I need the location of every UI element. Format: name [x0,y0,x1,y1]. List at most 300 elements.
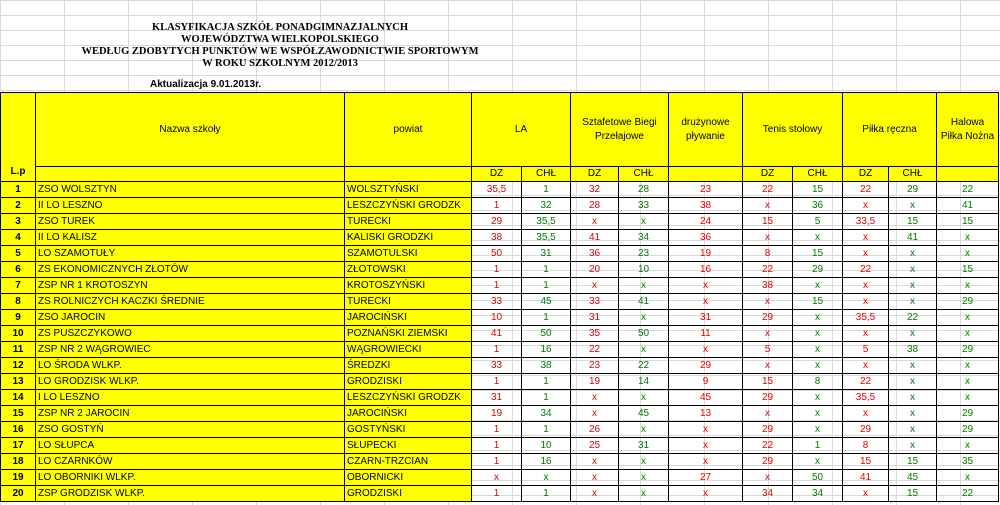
cell-hand-chl[interactable]: 15 [889,486,937,502]
cell-la-dz[interactable]: 1 [472,438,522,454]
cell-relay-chl[interactable]: x [619,470,669,486]
cell-lp[interactable]: 5 [1,246,36,262]
cell-hand-dz[interactable]: 29 [843,422,889,438]
cell-relay-dz[interactable]: x [571,454,619,470]
cell-relay-chl[interactable]: x [619,278,669,294]
table-row [1,198,999,214]
subheader-tt-dz[interactable]: DZ [743,167,793,182]
cell-swim[interactable]: 45 [669,390,743,406]
cell-school-name[interactable]: II LO LESZNO [36,198,345,214]
title-line-2: WOJEWÓDZTWA WIELKOPOLSKIEGO [181,34,379,45]
cell-county[interactable]: TURECKI [345,294,472,310]
cell-futsal[interactable]: x [937,246,999,262]
cell-swim[interactable]: 24 [669,214,743,230]
cell-relay-dz[interactable]: 20 [571,262,619,278]
cell-school-name[interactable]: ZS EKONOMICZNYCH ZŁOTÓW [36,262,345,278]
cell-school-name[interactable]: ZSP NR 2 WĄGROWIEC [36,342,345,358]
cell-lp[interactable]: 13 [1,374,36,390]
cell-hand-dz[interactable]: x [843,406,889,422]
cell-hand-dz[interactable]: 22 [843,182,889,198]
cell-swim[interactable]: 29 [669,358,743,374]
header-handball[interactable]: Piłka ręczna [843,93,937,167]
cell-futsal[interactable]: x [937,310,999,326]
cell-tt-dz[interactable]: 22 [743,438,793,454]
cell-tt-chl[interactable]: x [793,406,843,422]
cell-swim[interactable]: x [669,422,743,438]
cell-relay-chl[interactable]: 45 [619,406,669,422]
cell-county[interactable]: CZARN-TRZCIAN [345,454,472,470]
cell-la-dz[interactable]: 1 [472,374,522,390]
cell-hand-dz[interactable]: 35,5 [843,310,889,326]
cell-tt-chl[interactable]: x [793,326,843,342]
cell-relay-dz[interactable]: 25 [571,438,619,454]
cell-school-name[interactable]: LO ŚRODA WLKP. [36,358,345,374]
cell-school-name[interactable]: ZSO TUREK [36,214,345,230]
cell-relay-chl[interactable]: x [619,486,669,502]
cell-swim[interactable]: 16 [669,262,743,278]
cell-futsal[interactable]: 22 [937,486,999,502]
cell-relay-chl[interactable]: 23 [619,246,669,262]
cell-swim[interactable]: 23 [669,182,743,198]
cell-hand-dz[interactable]: x [843,294,889,310]
subheader-la-chl[interactable]: CHŁ [522,167,571,182]
cell-county[interactable]: GOSTYŃSKI [345,422,472,438]
cell-futsal[interactable]: x [937,326,999,342]
cell-relay-dz[interactable]: x [571,470,619,486]
cell-relay-chl[interactable]: 22 [619,358,669,374]
cell-swim[interactable]: x [669,294,743,310]
cell-tt-dz[interactable]: 15 [743,214,793,230]
cell-relay-chl[interactable]: 14 [619,374,669,390]
cell-tt-dz[interactable]: x [743,470,793,486]
cell-school-name[interactable]: LO GRODZISK WLKP. [36,374,345,390]
cell-la-dz[interactable]: 29 [472,214,522,230]
cell-hand-chl[interactable]: 29 [889,182,937,198]
subheader-la-dz[interactable]: DZ [472,167,522,182]
cell-hand-chl[interactable]: 22 [889,310,937,326]
cell-lp[interactable]: 14 [1,390,36,406]
cell-relay-chl[interactable]: x [619,214,669,230]
cell-la-dz[interactable]: 35,5 [472,182,522,198]
cell-hand-dz[interactable]: 5 [843,342,889,358]
cell-tt-chl[interactable]: 34 [793,486,843,502]
cell-lp[interactable]: 8 [1,294,36,310]
cell-futsal[interactable]: 22 [937,182,999,198]
cell-la-chl[interactable]: 34 [522,406,571,422]
header-row [1,93,999,167]
cell-futsal[interactable]: 29 [937,422,999,438]
cell-lp[interactable]: 4 [1,230,36,246]
cell-tt-chl[interactable]: 36 [793,198,843,214]
cell-la-chl[interactable]: 1 [522,310,571,326]
cell-school-name[interactable]: ZSP GRODZISK WLKP. [36,486,345,502]
subheader-empty-swim[interactable] [669,167,743,182]
cell-tt-chl[interactable]: 8 [793,374,843,390]
cell-lp[interactable]: 9 [1,310,36,326]
cell-relay-dz[interactable]: 33 [571,294,619,310]
cell-relay-chl[interactable]: 33 [619,198,669,214]
cell-futsal[interactable]: x [937,278,999,294]
cell-tt-chl[interactable]: x [793,310,843,326]
cell-la-dz[interactable]: 31 [472,390,522,406]
subheader-row [1,167,999,182]
cell-relay-chl[interactable]: x [619,422,669,438]
cell-futsal[interactable]: 15 [937,214,999,230]
cell-tt-chl[interactable]: x [793,342,843,358]
table-row [1,326,999,342]
cell-tt-dz[interactable]: 38 [743,278,793,294]
cell-swim[interactable]: 13 [669,406,743,422]
cell-hand-dz[interactable]: x [843,246,889,262]
table-row [1,454,999,470]
cell-school-name[interactable]: ZSO GOSTYŃ [36,422,345,438]
cell-school-name[interactable]: ZS PUSZCZYKOWO [36,326,345,342]
cell-hand-chl[interactable]: x [889,438,937,454]
cell-relay-chl[interactable]: x [619,390,669,406]
cell-relay-dz[interactable]: 31 [571,310,619,326]
cell-futsal[interactable]: 29 [937,406,999,422]
cell-county[interactable]: WOLSZTYŃSKI [345,182,472,198]
table-row [1,294,999,310]
table-row [1,486,999,502]
cell-tt-dz[interactable]: x [743,230,793,246]
cell-relay-dz[interactable]: 22 [571,342,619,358]
cell-relay-chl[interactable]: 31 [619,438,669,454]
cell-relay-chl[interactable]: x [619,310,669,326]
cell-swim[interactable]: x [669,438,743,454]
cell-tt-dz[interactable]: 29 [743,422,793,438]
cell-swim[interactable]: 27 [669,470,743,486]
cell-relay-dz[interactable]: 19 [571,374,619,390]
cell-county[interactable]: WĄGROWIECKI [345,342,472,358]
table-row [1,374,999,390]
cell-la-chl[interactable]: 35,5 [522,214,571,230]
cell-relay-dz[interactable]: 36 [571,246,619,262]
cell-futsal[interactable]: 15 [937,262,999,278]
cell-swim[interactable]: x [669,486,743,502]
cell-la-chl[interactable]: 1 [522,486,571,502]
cell-school-name[interactable]: LO OBORNIKI WLKP. [36,470,345,486]
cell-tt-dz[interactable]: 29 [743,310,793,326]
cell-relay-chl[interactable]: 50 [619,326,669,342]
cell-futsal[interactable]: x [937,470,999,486]
header-futsal[interactable]: Halowa Piłka Nożna [937,93,999,167]
cell-hand-chl[interactable]: x [889,278,937,294]
cell-county[interactable]: GRODZISKI [345,374,472,390]
cell-tt-chl[interactable]: 15 [793,246,843,262]
cell-lp[interactable]: 2 [1,198,36,214]
cell-county[interactable]: OBORNICKI [345,470,472,486]
cell-hand-dz[interactable]: 22 [843,374,889,390]
cell-la-chl[interactable]: 45 [522,294,571,310]
table-row [1,422,999,438]
cell-lp[interactable]: 12 [1,358,36,374]
cell-school-name[interactable]: ZSP NR 2 JAROCIN [36,406,345,422]
cell-school-name[interactable]: ZSP NR 1 KROTOSZYN [36,278,345,294]
cell-county[interactable]: JAROCIŃSKI [345,310,472,326]
cell-la-chl[interactable]: 32 [522,198,571,214]
cell-relay-dz[interactable]: x [571,406,619,422]
cell-county[interactable]: SZAMOTULSKI [345,246,472,262]
cell-hand-chl[interactable]: x [889,294,937,310]
title-line-4: W ROKU SZKOLNYM 2012/2013 [202,58,358,69]
cell-county[interactable]: POZNAŃSKI ZIEMSKI [345,326,472,342]
cell-lp[interactable]: 15 [1,406,36,422]
cell-relay-chl[interactable]: x [619,342,669,358]
cell-la-dz[interactable]: x [472,470,522,486]
cell-la-dz[interactable]: 38 [472,230,522,246]
cell-hand-chl[interactable]: 15 [889,214,937,230]
cell-hand-chl[interactable]: x [889,374,937,390]
cell-hand-dz[interactable]: x [843,198,889,214]
subheader-relay-chl[interactable]: CHŁ [619,167,669,182]
cell-lp[interactable]: 11 [1,342,36,358]
cell-swim[interactable]: 9 [669,374,743,390]
cell-hand-chl[interactable]: x [889,326,937,342]
cell-lp[interactable]: 10 [1,326,36,342]
cell-la-chl[interactable]: 1 [522,262,571,278]
cell-la-chl[interactable]: 1 [522,278,571,294]
cell-relay-dz[interactable]: x [571,214,619,230]
ranking-table [0,92,999,502]
cell-la-dz[interactable]: 50 [472,246,522,262]
cell-hand-chl[interactable]: 41 [889,230,937,246]
cell-swim[interactable]: 31 [669,310,743,326]
cell-hand-dz[interactable]: x [843,358,889,374]
cell-futsal[interactable]: x [937,390,999,406]
cell-hand-chl[interactable]: x [889,246,937,262]
table-row [1,182,999,198]
cell-hand-dz[interactable]: 41 [843,470,889,486]
cell-hand-dz[interactable]: x [843,230,889,246]
table-row [1,246,999,262]
header-la[interactable]: LA [472,93,571,167]
cell-swim[interactable]: x [669,278,743,294]
cell-la-dz[interactable]: 1 [472,486,522,502]
cell-hand-dz[interactable]: 8 [843,438,889,454]
cell-hand-dz[interactable]: 33,5 [843,214,889,230]
cell-tt-dz[interactable]: x [743,406,793,422]
header-swim[interactable]: drużynowe pływanie [669,93,743,167]
cell-relay-dz[interactable]: 32 [571,182,619,198]
cell-tt-dz[interactable]: 29 [743,390,793,406]
cell-county[interactable]: SŁUPECKI [345,438,472,454]
cell-la-dz[interactable]: 1 [472,278,522,294]
cell-la-dz[interactable]: 33 [472,294,522,310]
cell-futsal[interactable]: x [937,438,999,454]
cell-futsal[interactable]: 29 [937,342,999,358]
cell-futsal[interactable]: x [937,358,999,374]
cell-la-dz[interactable]: 1 [472,262,522,278]
cell-tt-dz[interactable]: 34 [743,486,793,502]
subheader-empty-name[interactable] [36,167,345,182]
subheader-hand-chl[interactable]: CHŁ [889,167,937,182]
cell-hand-dz[interactable]: 15 [843,454,889,470]
subheader-relay-dz[interactable]: DZ [571,167,619,182]
cell-la-dz[interactable]: 1 [472,454,522,470]
cell-la-dz[interactable]: 1 [472,422,522,438]
cell-school-name[interactable]: ZSO JAROCIN [36,310,345,326]
cell-swim[interactable]: 11 [669,326,743,342]
table-row [1,470,999,486]
cell-relay-chl[interactable]: 41 [619,294,669,310]
cell-lp[interactable]: 20 [1,486,36,502]
cell-la-chl[interactable]: x [522,470,571,486]
cell-la-chl[interactable]: 35,5 [522,230,571,246]
cell-hand-dz[interactable]: x [843,326,889,342]
cell-la-chl[interactable]: 16 [522,454,571,470]
cell-lp[interactable]: 16 [1,422,36,438]
cell-tt-chl[interactable]: 1 [793,438,843,454]
cell-la-chl[interactable]: 50 [522,326,571,342]
cell-la-chl[interactable]: 38 [522,358,571,374]
cell-hand-chl[interactable]: x [889,422,937,438]
cell-hand-chl[interactable]: x [889,262,937,278]
cell-tt-chl[interactable]: x [793,358,843,374]
header-relay[interactable]: Sztafetowe Biegi Przełajowe [571,93,669,167]
cell-lp[interactable]: 3 [1,214,36,230]
cell-swim[interactable]: 19 [669,246,743,262]
cell-school-name[interactable]: ZSO WOLSZTYN [36,182,345,198]
cell-county[interactable]: GRODZISKI [345,486,472,502]
cell-relay-dz[interactable]: x [571,390,619,406]
cell-school-name[interactable]: LO SŁUPCA [36,438,345,454]
cell-tt-dz[interactable]: 5 [743,342,793,358]
cell-la-dz[interactable]: 1 [472,342,522,358]
cell-lp[interactable]: 6 [1,262,36,278]
cell-tt-chl[interactable]: x [793,230,843,246]
cell-tt-chl[interactable]: x [793,278,843,294]
cell-hand-chl[interactable]: 15 [889,454,937,470]
cell-hand-chl[interactable]: x [889,358,937,374]
cell-county[interactable]: TURECKI [345,214,472,230]
cell-hand-dz[interactable]: x [843,486,889,502]
cell-swim[interactable]: 36 [669,230,743,246]
cell-school-name[interactable]: I LO LESZNO [36,390,345,406]
cell-hand-chl[interactable]: 45 [889,470,937,486]
title-line-1: KLASYFIKACJA SZKÓŁ PONADGIMNAZJALNYCH [151,22,409,33]
cell-tt-chl[interactable]: 29 [793,262,843,278]
cell-lp[interactable]: 19 [1,470,36,486]
cell-hand-dz[interactable]: x [843,278,889,294]
cell-la-chl[interactable]: 31 [522,246,571,262]
cell-la-chl[interactable]: 1 [522,422,571,438]
cell-tt-dz[interactable]: x [743,198,793,214]
cell-la-chl[interactable]: 10 [522,438,571,454]
cell-la-chl[interactable]: 1 [522,182,571,198]
subheader-tt-chl[interactable]: CHŁ [793,167,843,182]
cell-tt-chl[interactable]: 5 [793,214,843,230]
cell-relay-chl[interactable]: 28 [619,182,669,198]
cell-tt-chl[interactable]: 50 [793,470,843,486]
cell-la-dz[interactable]: 33 [472,358,522,374]
cell-lp[interactable]: 17 [1,438,36,454]
cell-swim[interactable]: 38 [669,198,743,214]
cell-futsal[interactable]: x [937,374,999,390]
cell-school-name[interactable]: ZS ROLNICZYCH KACZKI ŚREDNIE [36,294,345,310]
cell-tt-dz[interactable]: 15 [743,374,793,390]
header-name[interactable]: Nazwa szkoły [36,93,345,167]
cell-tt-chl[interactable]: 15 [793,294,843,310]
cell-hand-dz[interactable]: 22 [843,262,889,278]
header-county[interactable]: powiat [345,93,472,167]
cell-futsal[interactable]: 35 [937,454,999,470]
cell-tt-dz[interactable]: 29 [743,454,793,470]
cell-tt-chl[interactable]: x [793,390,843,406]
cell-la-chl[interactable]: 1 [522,374,571,390]
cell-tt-dz[interactable]: 22 [743,262,793,278]
cell-tt-dz[interactable]: 22 [743,182,793,198]
cell-tt-chl[interactable]: x [793,422,843,438]
cell-relay-dz[interactable]: 28 [571,198,619,214]
cell-school-name[interactable]: LO SZAMOTUŁY [36,246,345,262]
cell-swim[interactable]: x [669,342,743,358]
table-row [1,230,999,246]
cell-swim[interactable]: x [669,454,743,470]
cell-hand-dz[interactable]: 35,5 [843,390,889,406]
cell-county[interactable]: KALISKI GRODZKI [345,230,472,246]
title-line-3: WEDŁUG ZDOBYTYCH PUNKTÓW WE WSPÓŁZAWODNICTWIE SPORTOWYM [81,46,479,57]
cell-relay-chl[interactable]: x [619,454,669,470]
cell-relay-dz[interactable]: 41 [571,230,619,246]
cell-tt-dz[interactable]: x [743,294,793,310]
subheader-empty-futsal[interactable] [937,167,999,182]
cell-la-dz[interactable]: 41 [472,326,522,342]
cell-hand-chl[interactable]: x [889,406,937,422]
cell-relay-chl[interactable]: 34 [619,230,669,246]
cell-relay-dz[interactable]: 23 [571,358,619,374]
cell-county[interactable]: ZŁOTOWSKI [345,262,472,278]
cell-county[interactable]: LESZCZYŃSKI GRODZK [345,198,472,214]
cell-relay-dz[interactable]: x [571,278,619,294]
cell-hand-chl[interactable]: 38 [889,342,937,358]
cell-futsal[interactable]: x [937,230,999,246]
cell-lp[interactable]: 7 [1,278,36,294]
cell-la-dz[interactable]: 10 [472,310,522,326]
cell-school-name[interactable]: II LO KALISZ [36,230,345,246]
cell-tt-dz[interactable]: x [743,326,793,342]
cell-school-name[interactable]: LO CZARNKÓW [36,454,345,470]
cell-futsal[interactable]: 41 [937,198,999,214]
cell-lp[interactable]: 1 [1,182,36,198]
cell-futsal[interactable]: 29 [937,294,999,310]
cell-relay-dz[interactable]: 26 [571,422,619,438]
cell-hand-chl[interactable]: x [889,390,937,406]
cell-hand-chl[interactable]: x [889,198,937,214]
cell-county[interactable]: KROTOSZYŃSKI [345,278,472,294]
cell-tt-dz[interactable]: 8 [743,246,793,262]
table-row [1,342,999,358]
cell-county[interactable]: LESZCZYŃSKI GRODZK [345,390,472,406]
cell-relay-chl[interactable]: 10 [619,262,669,278]
cell-tt-chl[interactable]: 15 [793,182,843,198]
header-table-tennis[interactable]: Tenis stołowy [743,93,843,167]
cell-county[interactable]: JAROCIŃSKI [345,406,472,422]
subheader-empty-county[interactable] [345,167,472,182]
cell-lp[interactable]: 18 [1,454,36,470]
header-lp[interactable]: L.p [1,93,36,182]
cell-tt-chl[interactable]: x [793,454,843,470]
cell-la-chl[interactable]: 16 [522,342,571,358]
cell-la-dz[interactable]: 19 [472,406,522,422]
cell-county[interactable]: ŚREDZKI [345,358,472,374]
cell-relay-dz[interactable]: 35 [571,326,619,342]
cell-la-chl[interactable]: 1 [522,390,571,406]
cell-la-dz[interactable]: 1 [472,198,522,214]
cell-tt-dz[interactable]: x [743,358,793,374]
cell-relay-dz[interactable]: x [571,486,619,502]
subheader-hand-dz[interactable]: DZ [843,167,889,182]
